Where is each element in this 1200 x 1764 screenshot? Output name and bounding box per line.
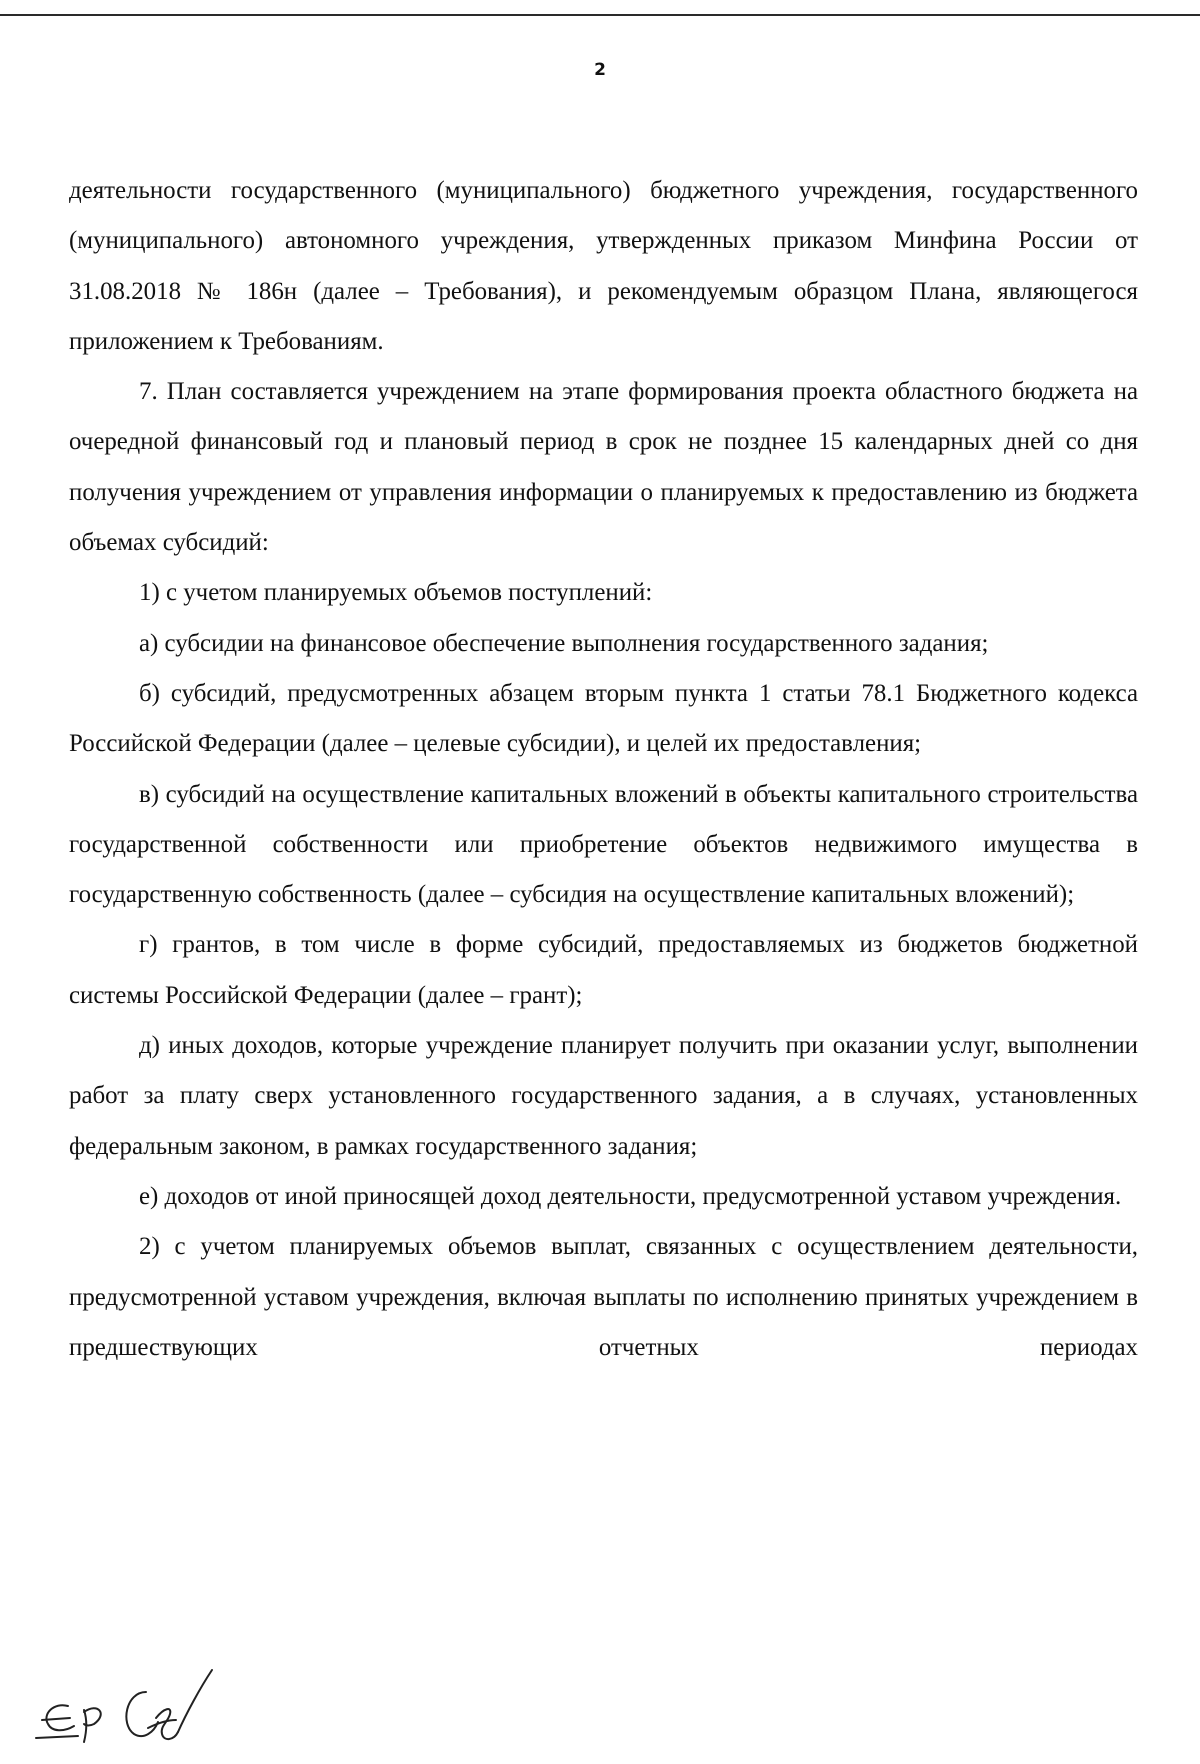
paragraph-continuation: деятельности государственного (муниципального) бюджетного учреждения, государственного (муниципального) автономного учреждения, утвержденных приказом Минфина России от 31.08.2018 № 186н (далее – Требования), и рекомендуемым образцом Плана, являющегося приложением к Требованиям.	[69, 177, 1138, 355]
paragraph-subitem-2: 2) с учетом планируемых объемов выплат, связанных с осуществлением деятельности, предусмотренной уставом учреждения, включая выплаты по исполнению принятых учреждением в предшествующих отчетных периодах	[69, 1233, 1138, 1361]
paragraph-subitem-b: б) субсидий, предусмотренных абзацем вторым пункта 1 статьи 78.1 Бюджетного кодекса Российской Федерации (далее – целевые субсидии), и целей их предоставления;	[69, 679, 1138, 758]
paragraph-subitem-a: а) субсидии на финансовое обеспечение выполнения государственного задания;	[139, 629, 989, 657]
handwritten-initials	[28, 1662, 218, 1752]
page-number: 2	[594, 60, 606, 80]
document-body	[69, 166, 1138, 1373]
paragraph-subitem-e: е) доходов от иной приносящей доход деятельности, предусмотренной уставом учреждения.	[139, 1182, 1122, 1210]
paragraph-subitem-g: г) грантов, в том числе в форме субсидий, предоставляемых из бюджетов бюджетной системы Российской Федерации (далее – грант);	[69, 931, 1138, 1009]
top-border-line	[0, 14, 1200, 16]
paragraph-item-7: 7. План составляется учреждением на этапе формирования проекта областного бюджета на очередной финансовый год и плановый период в срок не позднее 15 календарных дней со дня получения учреждением от управления информации о планируемых к предоставлению из бюджета объемах субсидий:	[69, 378, 1138, 557]
paragraph-subitem-v: в) субсидий на осуществление капитальных вложений в объекты капитального строительства государственной собственности или приобретение объектов недвижимого имущества в государственную собственность (далее – субсидия на осуществление капитальных вложений);	[69, 780, 1138, 909]
paragraph-subitem-d: д) иных доходов, которые учреждение планирует получить при оказании услуг, выполнении работ за плату сверх установленного государственного задания, а в случаях, установленных федеральным законом, в рамках государственного задания;	[69, 1032, 1138, 1160]
paragraph-subitem-1: 1) с учетом планируемых объемов поступлений:	[139, 579, 653, 607]
